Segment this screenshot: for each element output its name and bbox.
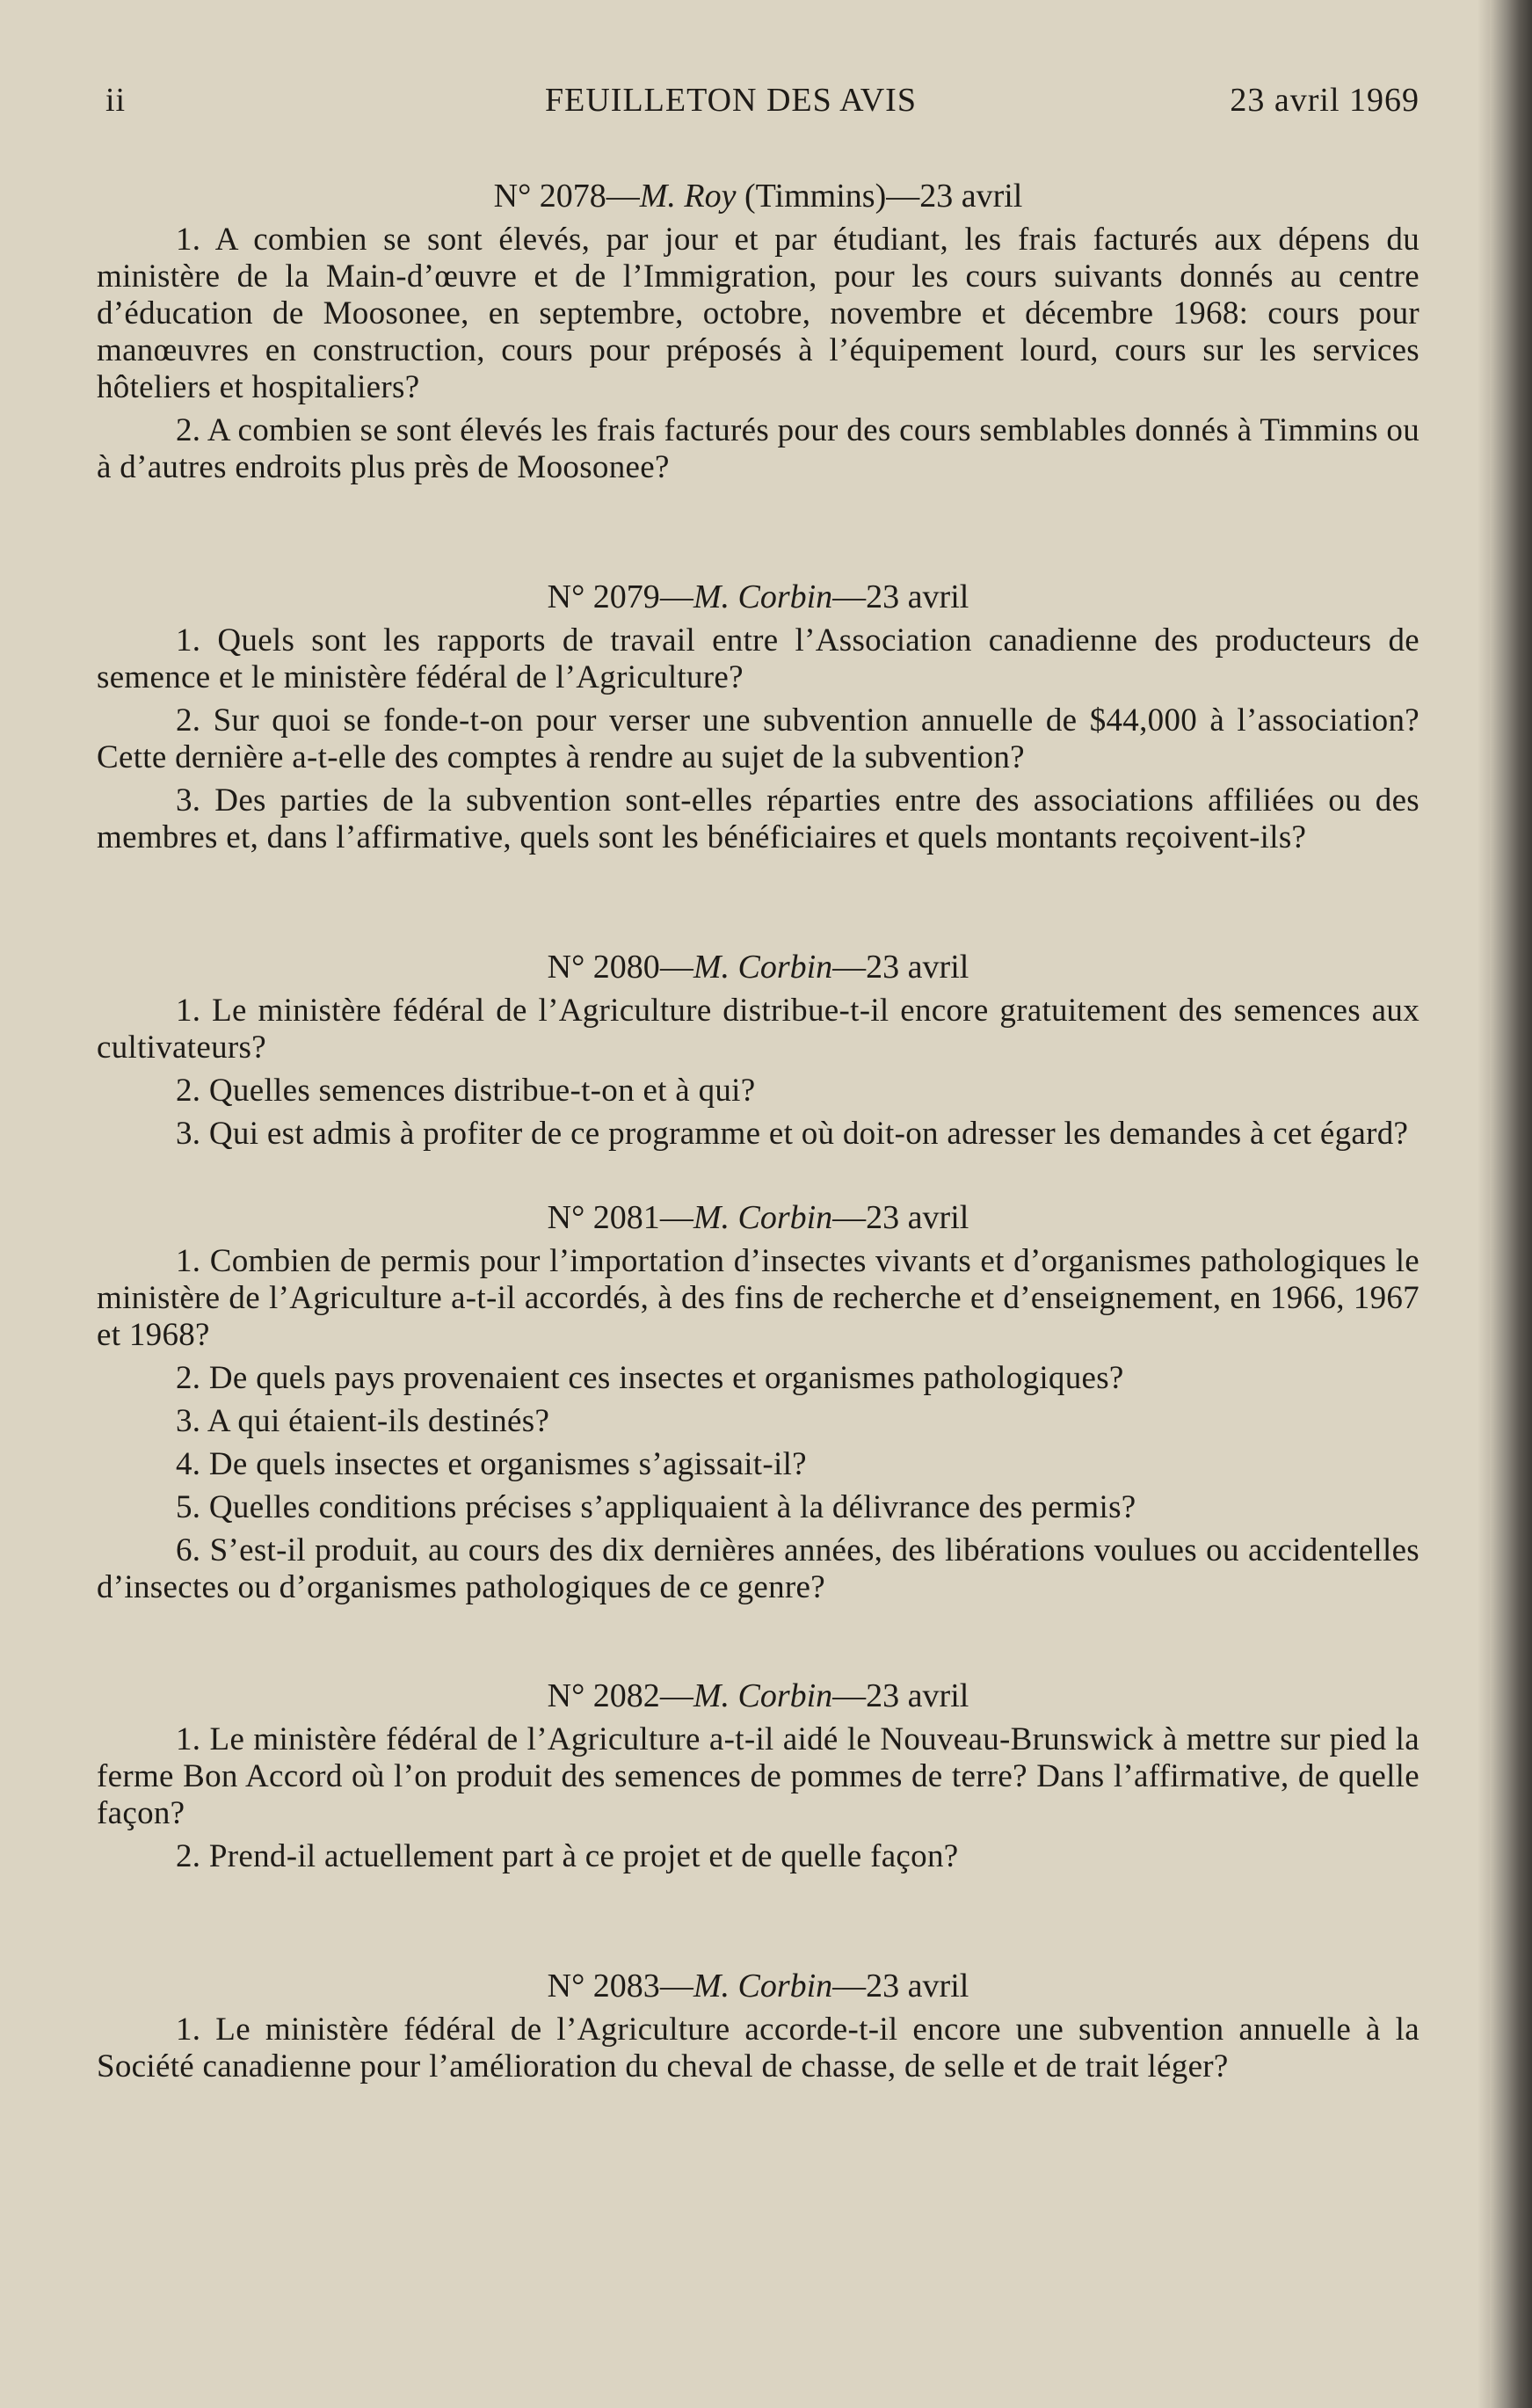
question: 1. Le ministère fédéral de l’Agriculture distribue-t-il encore gratuitement des semences aux cultivateurs?: [97, 993, 1419, 1066]
question: 1. Combien de permis pour l’importation d’insectes vivants et d’organismes pathologiques le ministère de l’Agriculture a-t-il accordés, à des fins de recherche et d’enseignement, en 1966, 1967 et 1968?: [97, 1243, 1419, 1353]
question: 1. Quels sont les rapports de travail entre l’Association canadienne des producteurs de semence et le ministère fédéral de l’Agriculture?: [97, 622, 1419, 695]
question: 5. Quelles conditions précises s’appliquaient à la délivrance des permis?: [176, 1489, 1136, 1525]
question: 2. Sur quoi se fonde-t-on pour verser une subvention annuelle de $44,000 à l’association? Cette dernière a-t-elle des comptes à rendre au sujet de la subvention?: [97, 702, 1419, 775]
notice-number: N° 2078: [493, 178, 606, 215]
page-number: ii: [105, 82, 127, 119]
question: 4. De quels insectes et organismes s’agissait-il?: [176, 1446, 807, 1482]
notice-member: M. Corbin: [693, 578, 833, 615]
notice-number: N° 2083: [547, 1968, 660, 2004]
notice-2083: [97, 1966, 1419, 2085]
question: 3. Qui est admis à profiter de ce programme et où doit-on adresser les demandes à cet égard?: [176, 1116, 1409, 1152]
notice-2082: [97, 1676, 1419, 1875]
question: 2. Prend-il actuellement part à ce projet et de quelle façon?: [176, 1838, 959, 1874]
notice-date: 23 avril: [866, 1677, 969, 1714]
journal-title: FEUILLETON DES AVIS: [545, 82, 917, 119]
page-header: [97, 81, 1419, 134]
notice-heading: N° 2082—M. Corbin—23 avril: [547, 1677, 969, 1714]
notice-2078: [97, 176, 1419, 486]
notice-heading: N° 2081—M. Corbin—23 avril: [547, 1199, 969, 1236]
notice-heading: N° 2080—M. Corbin—23 avril: [547, 949, 969, 986]
question: 2. A combien se sont élevés les frais facturés pour des cours semblables donnés à Timmins ou à d’autres endroits plus près de Moosonee?: [97, 412, 1419, 485]
notice-member: M. Corbin: [693, 1968, 833, 2004]
notice-date: 23 avril: [866, 1199, 969, 1236]
notice-heading: N° 2078—M. Roy (Timmins)—23 avril: [493, 178, 1023, 215]
question: 1. A combien se sont élevés, par jour et par étudiant, les frais facturés aux dépens du ministère de la Main-d’œuvre et de l’Immigration, pour les cours suivants donnés au centre d’éducation de Moosonee, en septembre, octobre, novembre et décembre 1968: cours pour manœuvres en construction, cours pour préposés à l’équipement lourd, cours sur les services hôteliers et hospitaliers?: [97, 222, 1419, 405]
notice-number: N° 2079: [547, 578, 660, 615]
notice-member: M. Corbin: [693, 949, 833, 986]
book-spine: [1490, 0, 1532, 2408]
notice-2079: [97, 577, 1419, 856]
notice-heading: N° 2079—M. Corbin—23 avril: [547, 578, 969, 615]
notice-member: M. Roy: [639, 178, 737, 215]
notice-date: 23 avril: [919, 178, 1023, 215]
header-date: 23 avril 1969: [1230, 82, 1419, 119]
notice-heading: N° 2083—M. Corbin—23 avril: [547, 1968, 969, 2004]
notice-date: 23 avril: [866, 949, 969, 986]
question: 6. S’est-il produit, au cours des dix dernières années, des libérations voulues ou accidentelles d’insectes ou d’organismes pathologiques de ce genre?: [97, 1532, 1419, 1605]
question: 3. Des parties de la subvention sont-elles réparties entre des associations affiliées ou des membres et, dans l’affirmative, quels sont les bénéficiaires et quels montants reçoivent-ils?: [97, 782, 1419, 855]
notice-date: 23 avril: [866, 1968, 969, 2004]
question: 2. Quelles semences distribue-t-on et à qui?: [176, 1073, 756, 1109]
notice-number: N° 2081: [547, 1199, 660, 1236]
question: 1. Le ministère fédéral de l’Agriculture a-t-il aidé le Nouveau-Brunswick à mettre sur pied la ferme Bon Accord où l’on produit des semences de pommes de terre? Dans l’affirmative, de quelle façon?: [97, 1721, 1419, 1831]
notice-member: M. Corbin: [693, 1199, 833, 1236]
notice-2080: [97, 947, 1419, 1153]
notice-date: 23 avril: [866, 578, 969, 615]
question: 1. Le ministère fédéral de l’Agriculture accorde-t-il encore une subvention annuelle à la Société canadienne pour l’amélioration du cheval de chasse, de selle et de trait léger?: [97, 2012, 1419, 2084]
question: 2. De quels pays provenaient ces insectes et organismes pathologiques?: [176, 1360, 1124, 1396]
page-edge-shadow: [1478, 0, 1490, 2408]
notice-number: N° 2080: [547, 949, 660, 986]
notices-list: [97, 176, 1419, 2092]
notice-number: N° 2082: [547, 1677, 660, 1714]
notice-2081: [97, 1197, 1419, 1606]
notice-riding: (Timmins): [736, 178, 887, 215]
notice-member: M. Corbin: [693, 1677, 833, 1714]
question: 3. A qui étaient-ils destinés?: [176, 1403, 550, 1439]
